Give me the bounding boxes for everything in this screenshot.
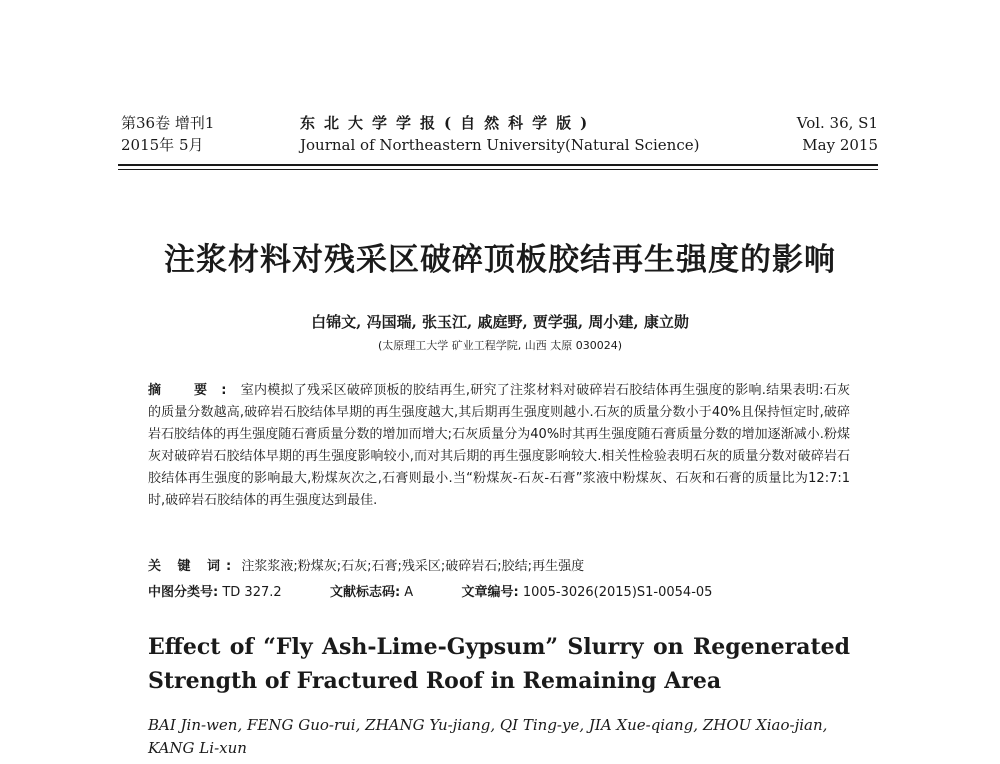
article-number-value: 1005-3026(2015)S1-0054-05 [522, 585, 713, 600]
article-number-label: 文章编号: [461, 585, 519, 600]
header-rule-thick [118, 164, 878, 166]
header-rule-thin [118, 169, 878, 170]
authors-en: BAI Jin-wen, FENG Guo-rui, ZHANG Yu-jiang, QI Ting-ye, JIA Xue-qiang, ZHOU Xiao-jian, KANG Li-xun [148, 716, 828, 757]
date-cn: 2015年 5月 [121, 136, 204, 154]
date-en: May 2015 [802, 136, 878, 154]
header-left [121, 112, 214, 156]
abstract-text: 室内模拟了残采区破碎顶板的胶结再生,研究了注浆材料对破碎岩石胶结体再生强度的影响.结果表明:石灰的质量分数越高,破碎岩石胶结体早期的再生强度越大,其后期再生强度则越小.石灰的质量分数小于40%且保持恒定时,破碎岩石胶结体的再生强度随石膏质量分数的增加而增大;石灰质量分为40%时其再生强度随石膏质量分数的增加逐渐减小.粉煤灰对破碎岩石胶结体早期的再生强度影响较小,而对其后期的再生强度影响较大.相关性检验表明石灰的质量分数对破碎岩石胶结体再生强度的影响最大,粉煤灰次之,石膏则最小.当“粉煤灰-石灰-石膏”浆液中粉煤灰、石灰和石膏的质量比为12:7:1时,破碎岩石胶结体的再生强度达到最佳. [148, 383, 850, 508]
authors-cn: 白锦文, 冯国瑞, 张玉江, 戚庭野, 贾学强, 周小建, 康立勋 [311, 313, 689, 331]
classification-line [148, 581, 850, 600]
paper-title-en: Effect of “Fly Ash-Lime-Gypsum” Slurry on Regenerated Strength of Fractured Roof in Remaining Area [148, 634, 850, 694]
keywords-label: 关 键 词: [148, 559, 238, 574]
volume-cn: 第36卷 增刊1 [121, 114, 215, 132]
abstract [148, 380, 850, 512]
clc-label: 中图分类号: [148, 585, 219, 600]
doc-code-value: A [404, 585, 414, 600]
journal-name-cn: 东北大学学报(自然科学版) [300, 114, 597, 132]
doc-code-label: 文献标志码: [329, 585, 401, 600]
keywords-text: 注浆浆液;粉煤灰;石灰;石膏;残采区;破碎岩石;胶结;再生强度 [241, 559, 585, 574]
paper-title-cn: 注浆材料对残采区破碎顶板胶结再生强度的影响 [164, 242, 836, 278]
affiliation-cn: (太原理工大学 矿业工程学院, 山西 太原 030024) [377, 339, 623, 352]
volume-en: Vol. 36, S1 [796, 114, 878, 132]
keywords [148, 555, 850, 574]
abstract-label: 摘 要: [148, 383, 241, 398]
clc-value: TD 327.2 [222, 585, 282, 600]
journal-name-en: Journal of Northeastern University(Natural Science) [300, 136, 700, 154]
header-right [760, 112, 878, 156]
header-center [300, 112, 700, 156]
